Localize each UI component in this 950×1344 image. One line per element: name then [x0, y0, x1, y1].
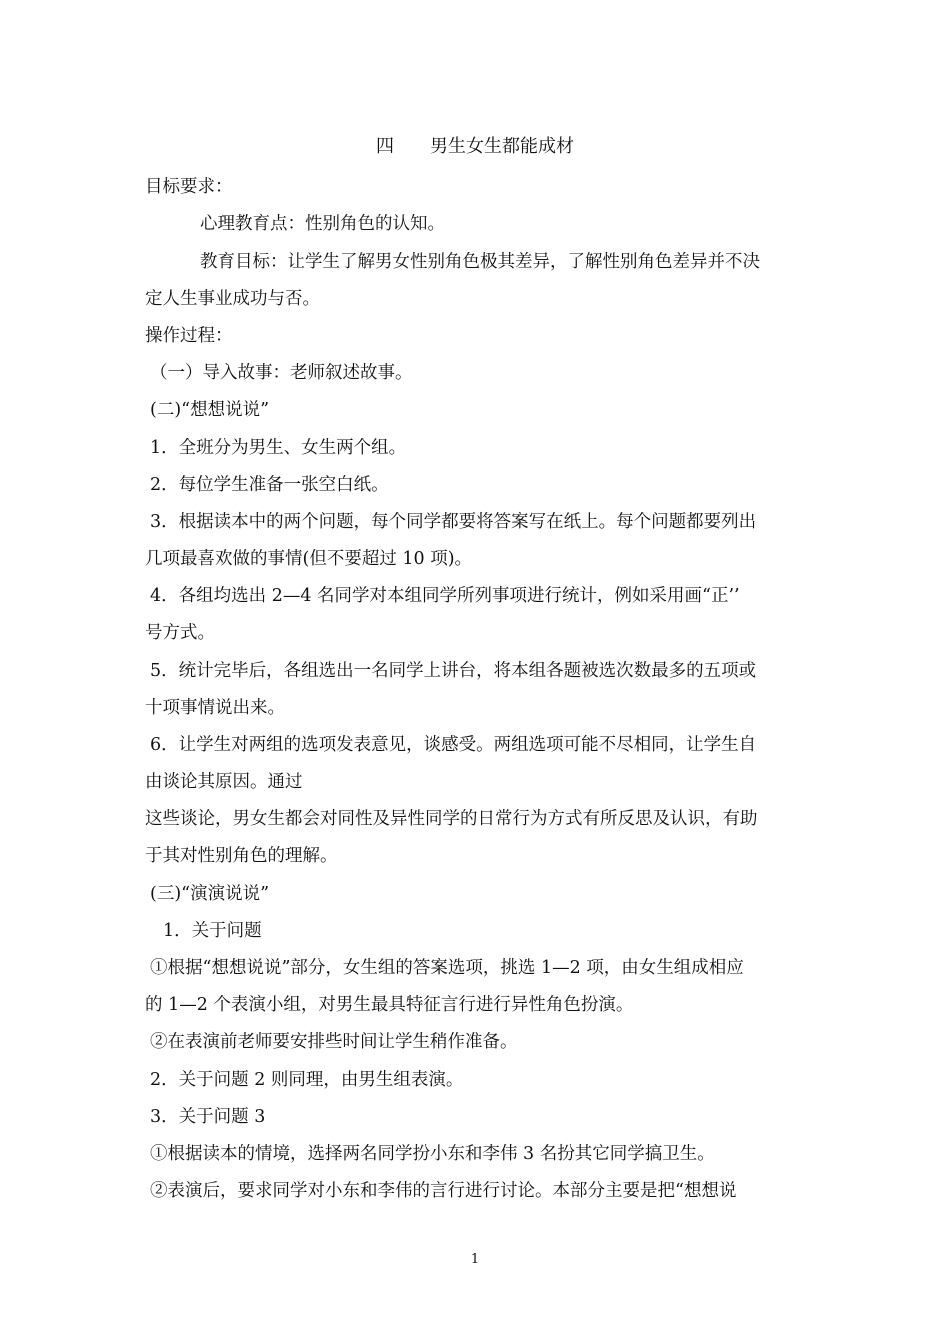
list-item: 3．关于问题 3: [150, 1107, 266, 1127]
list-item: 5．统计完毕后，各组选出一名同学上讲台，将本组各题被选次数最多的五项或: [150, 661, 757, 681]
section-heading-goals: 目标要求：: [145, 177, 233, 197]
paragraph-line: 定人生事业成功与否。: [145, 289, 320, 309]
paragraph-line: 教育目标：让学生了解男女性别角色极其差异，了解性别角色差异并不决: [200, 252, 760, 272]
paragraph-line: 十项事情说出来。: [145, 698, 285, 718]
paragraph-line: 这些谈论，男女生都会对同性及异性同学的日常行为方式有所反思及认识，有助: [145, 809, 758, 829]
paragraph-line: 心理教育点：性别角色的认知。: [200, 214, 445, 234]
subsection-heading: (二)“想想说说”: [150, 400, 270, 420]
list-item: 3．根据读本中的两个问题，每个同学都要将答案写在纸上。每个问题都要列出: [150, 512, 757, 532]
paragraph-line: 于其对性别角色的理解。: [145, 846, 338, 866]
list-item: 1．关于问题: [163, 921, 262, 941]
list-item: 2．关于问题 2 则同理，由男生组表演。: [150, 1070, 464, 1090]
paragraph-line: （一）导入故事：老师叙述故事。: [150, 363, 413, 383]
subsection-heading: (三)“演演说说”: [150, 884, 270, 904]
page-number: 1: [470, 1252, 480, 1267]
section-heading-process: 操作过程：: [145, 326, 233, 346]
paragraph-line: 号方式。: [145, 623, 215, 643]
paragraph-line: 由谈论其原因。通过: [145, 772, 303, 792]
list-item: ②在表演前老师要安排些时间让学生稍作准备。: [150, 1032, 518, 1052]
list-item: 6．让学生对两组的选项发表意见，谈感受。两组选项可能不尽相同，让学生自: [150, 735, 757, 755]
list-item: ①根据“想想说说”部分，女生组的答案选项，挑选 1—2 项，由女生组成相应: [150, 958, 744, 978]
list-item: 1．全班分为男生、女生两个组。: [150, 438, 407, 458]
list-item: 4．各组均选出 2—4 名同学对本组同学所列事项进行统计，例如采用画“正’’: [150, 586, 740, 606]
paragraph-line: 几项最喜欢做的事情(但不要超过 10 项)。: [145, 549, 473, 569]
page-title: 四 男生女生都能成材: [376, 136, 574, 157]
list-item: ①根据读本的情境，选择两名同学扮小东和李伟 3 名扮其它同学搞卫生。: [150, 1144, 715, 1164]
list-item: ②表演后，要求同学对小东和李伟的言行进行讨论。本部分主要是把“想想说: [150, 1181, 737, 1201]
paragraph-line: 的 1—2 个表演小组，对男生最具特征言行进行异性角色扮演。: [145, 995, 634, 1015]
list-item: 2．每位学生准备一张空白纸。: [150, 475, 389, 495]
